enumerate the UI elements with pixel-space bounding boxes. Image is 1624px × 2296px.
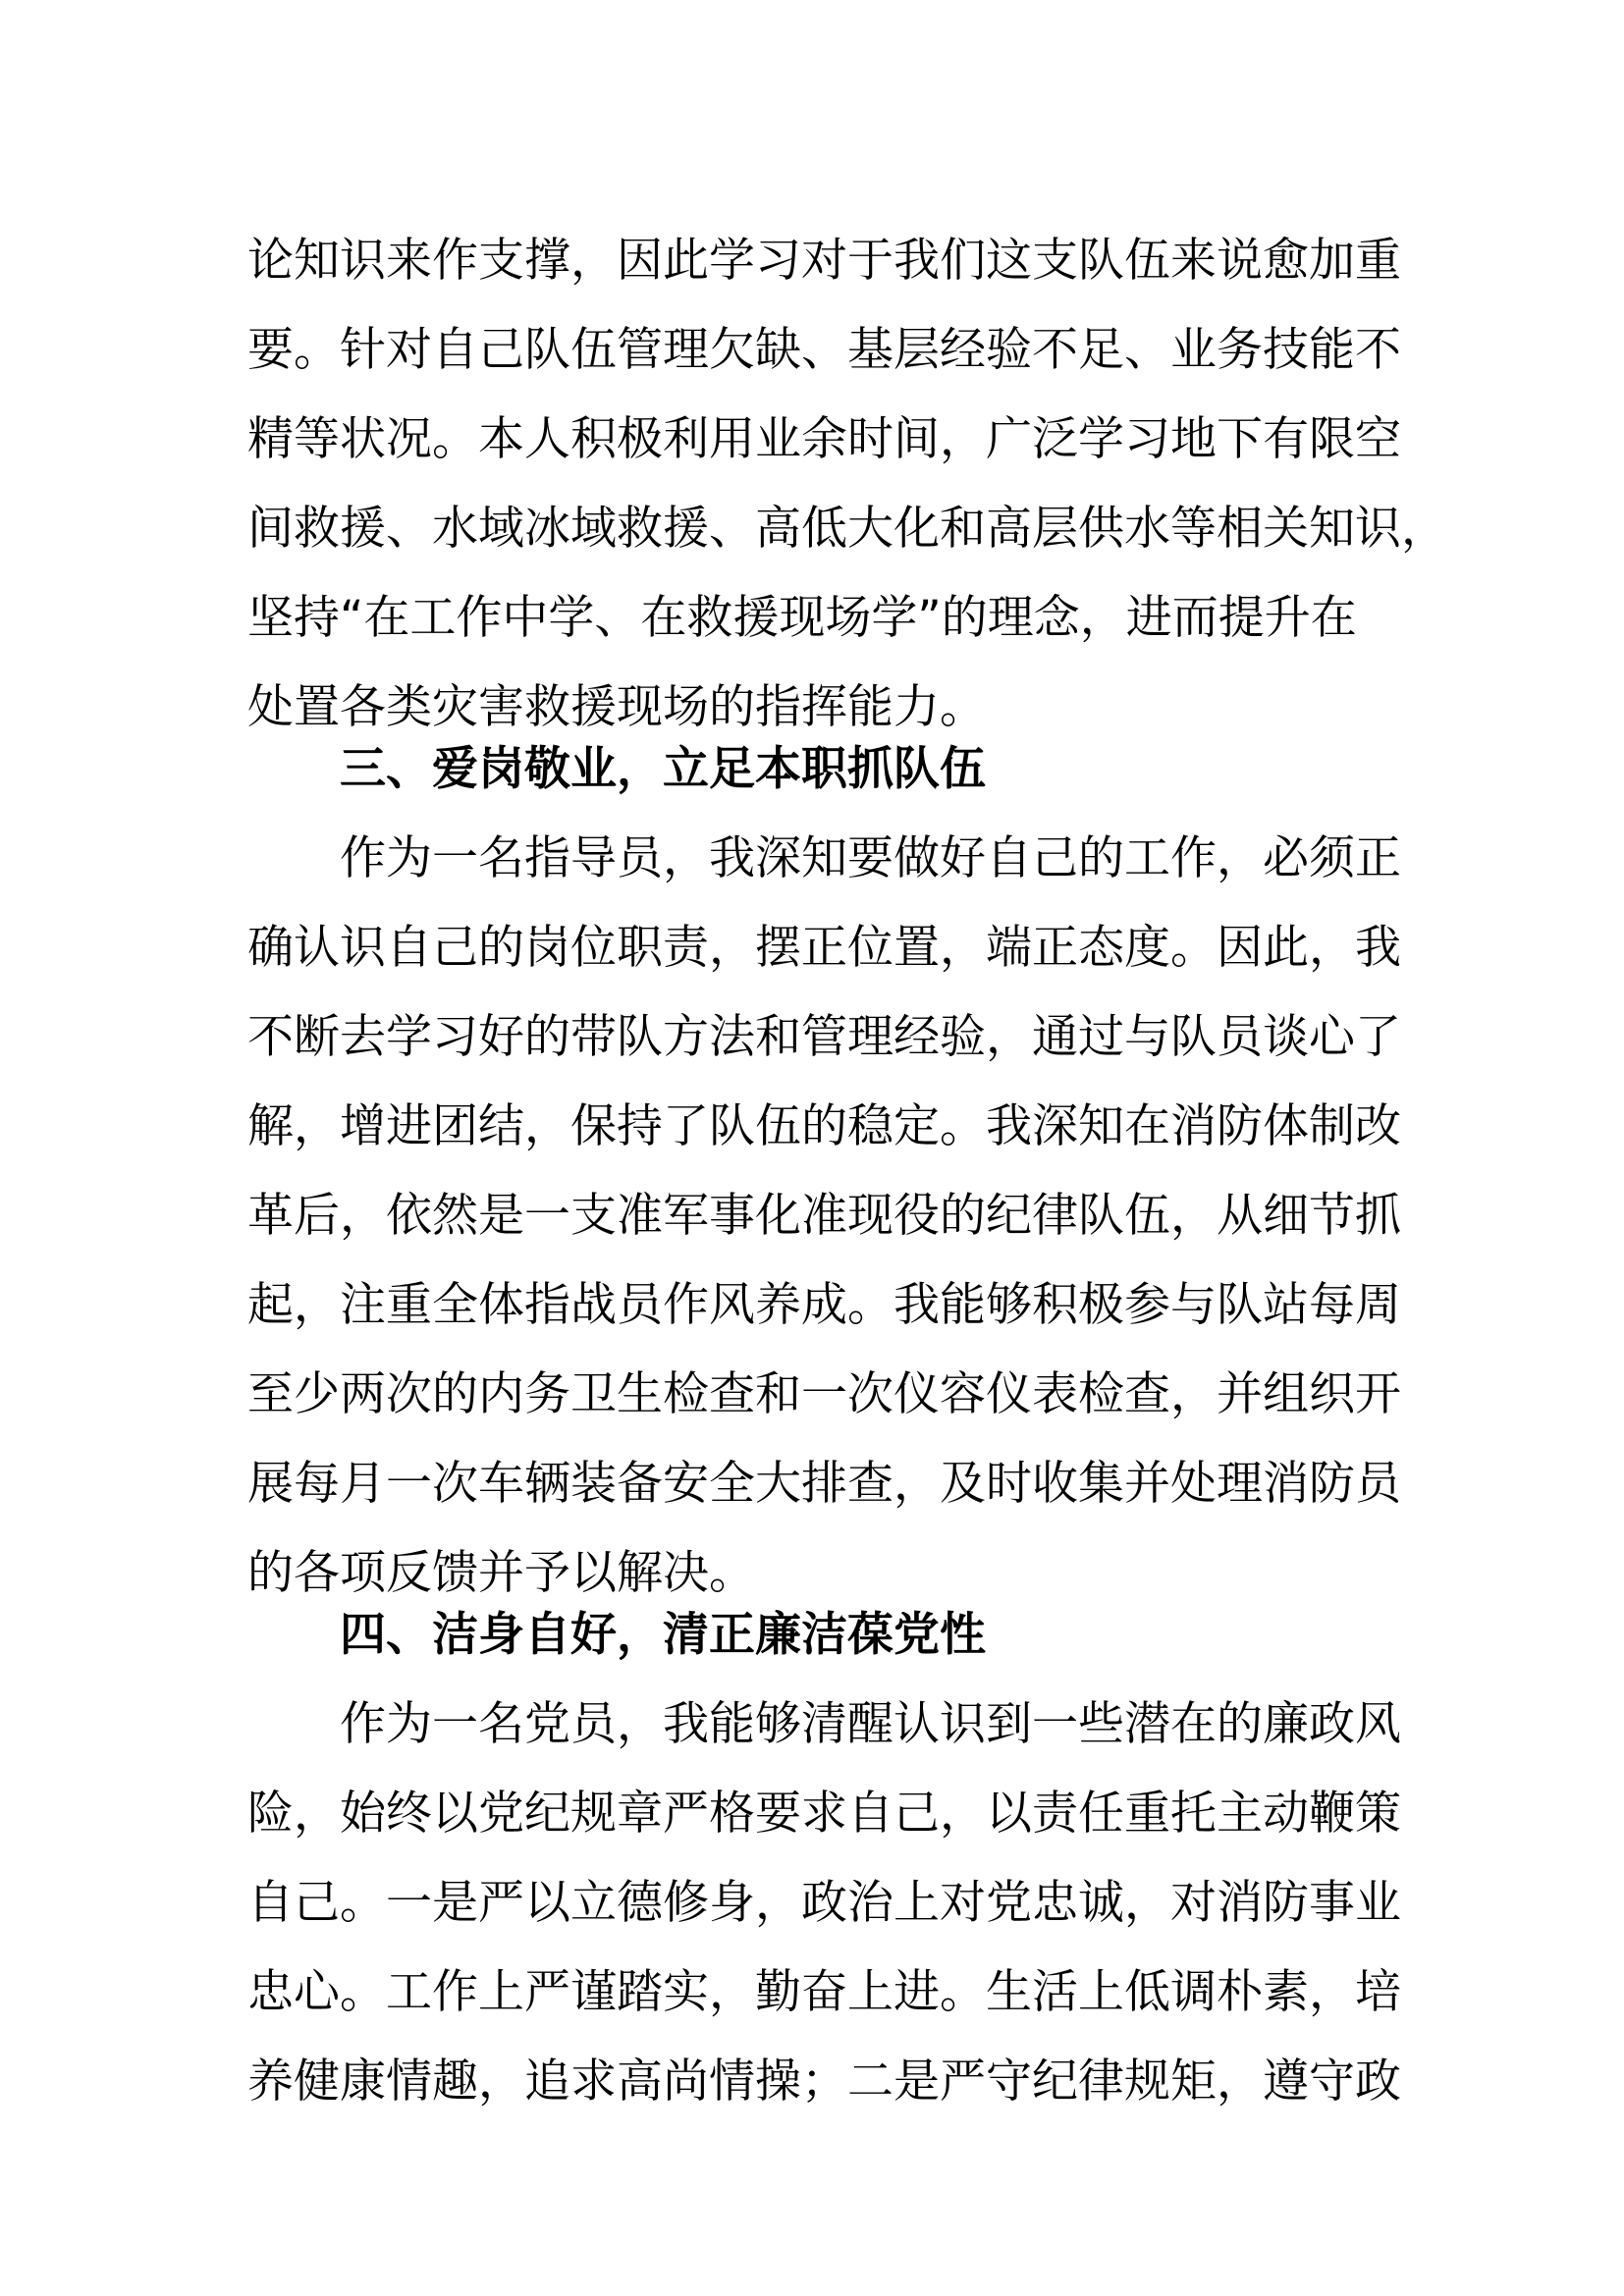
body-line: 坚持“在工作中学、在救援现场学”的理念，进而提升在 (247, 591, 1357, 645)
body-line: 处置各类灾害救援现场的指挥能力。 (247, 680, 986, 734)
body-line: 自己。一是严以立德修身，政治上对党忠诚，对消防事业 (247, 1876, 1401, 1930)
body-line: 忠心。工作上严谨踏实，勤奋上进。生活上低调朴素，培 (247, 1965, 1401, 2019)
body-line: 要。针对自己队伍管理欠缺、基层经验不足、业务技能不 (247, 323, 1401, 377)
section-heading: 三、爱岗敬业，立足本职抓队伍 (340, 742, 986, 796)
body-line: 养健康情趣，追求高尚情操；二是严守纪律规矩，遵守政 (247, 2055, 1401, 2109)
body-line: 作为一名指导员，我深知要做好自己的工作，必须正 (340, 831, 1401, 885)
body-line: 精等状况。本人积极利用业余时间，广泛学习地下有限空 (247, 412, 1401, 466)
body-line: 险，始终以党纪规章严格要求自己，以责任重托主动鞭策 (247, 1787, 1401, 1841)
body-line: 确认识自己的岗位职责，摆正位置，端正态度。因此，我 (247, 921, 1401, 975)
body-line: 起，注重全体指战员作风养成。我能够积极参与队站每周 (247, 1278, 1401, 1332)
body-line: 革后，依然是一支准军事化准现役的纪律队伍，从细节抓 (247, 1189, 1401, 1243)
body-line: 论知识来作支撑，因此学习对于我们这支队伍来说愈加重 (247, 234, 1401, 288)
body-line: 的各项反馈并予以解决。 (247, 1546, 755, 1600)
body-line: 作为一名党员，我能够清醒认识到一些潜在的廉政风 (340, 1697, 1401, 1751)
body-line: 至少两次的内务卫生检查和一次仪容仪表检查，并组织开 (247, 1367, 1401, 1421)
body-line: 不断去学习好的带队方法和管理经验，通过与队员谈心了 (247, 1010, 1401, 1064)
body-line: 展每月一次车辆装备安全大排查，及时收集并处理消防员 (247, 1457, 1401, 1511)
body-line: 解，增进团结，保持了队伍的稳定。我深知在消防体制改 (247, 1099, 1401, 1153)
section-heading: 四、洁身自好，清正廉洁葆党性 (340, 1608, 986, 1662)
body-line: 间救援、水域冰域救援、高低大化和高层供水等相关知识， (247, 502, 1447, 556)
